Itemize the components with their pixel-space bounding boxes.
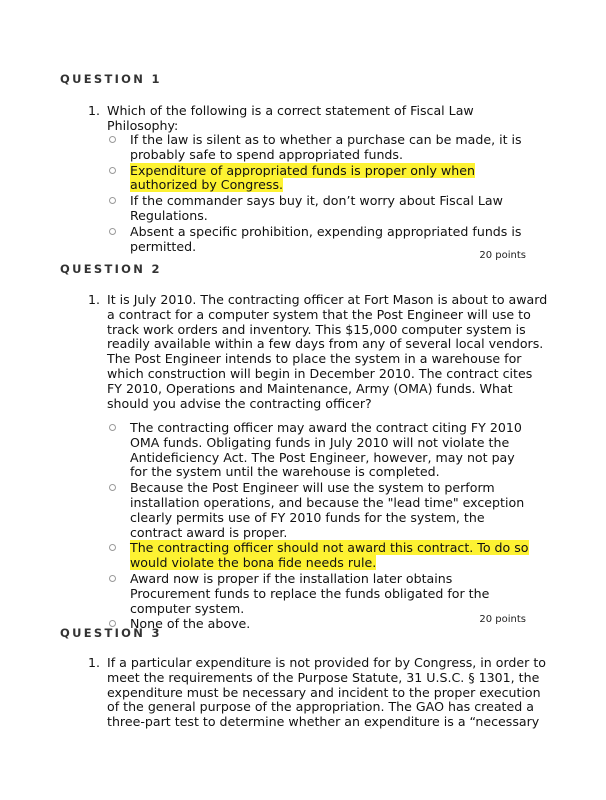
answer-option[interactable]	[106, 194, 536, 224]
question-1-heading: QUESTION 1	[60, 72, 162, 86]
question-3-heading: QUESTION 3	[60, 626, 162, 640]
question-1-body: Which of the following is a correct statement of Fiscal Law Philosophy:	[107, 103, 474, 133]
radio-button-icon[interactable]	[109, 167, 116, 174]
answer-option-text: None of the above.	[130, 616, 251, 632]
answer-option[interactable]	[106, 481, 536, 540]
question-3-body: If a particular expenditure is not provided for by Congress, in order to meet the requirements of the Purpose Statute, 31 U.S.C. § 1301, the expenditure must be necessary and incident to the proper execution of the general purpose of the appropriation. The GAO has created a three-part test to determine whether an expenditure is a “necessary	[107, 655, 546, 730]
question-number: 1.	[88, 292, 101, 307]
question-1-options	[106, 133, 536, 254]
question-2-points: 20 points	[479, 614, 526, 625]
answer-option[interactable]	[106, 541, 536, 571]
answer-option-text: If the law is silent as to whether a purchase can be made, it is probably safe to spend appropriated funds.	[130, 132, 522, 162]
answer-option[interactable]	[106, 617, 536, 632]
answer-option[interactable]	[106, 164, 536, 194]
answer-option-text: If the commander says buy it, don’t worry about Fiscal Law Regulations.	[130, 193, 503, 223]
radio-button-icon[interactable]	[109, 575, 116, 582]
radio-button-icon[interactable]	[109, 197, 116, 204]
radio-button-icon[interactable]	[109, 136, 116, 143]
answer-option-text: Award now is proper if the installation later obtains Procurement funds to replace the funds obligated for the computer system.	[130, 570, 490, 616]
question-1-text	[88, 104, 548, 134]
question-2-body: It is July 2010. The contracting officer at Fort Mason is about to award a contract for a computer system that the Post Engineer will use to track work orders and inventory. This $15,000 computer system is readily available within a few days from any of several local vendors. The Post Engineer intends to place the system in a warehouse for which construction will begin in December 2010. The contract cites FY 2010, Operations and Maintenance, Army (OMA) funds. What should you advise the contracting officer?	[107, 292, 548, 411]
highlighted-answer-text: The contracting officer should not award this contract. To do so would violate the bona fide needs rule.	[130, 540, 529, 571]
answer-option[interactable]	[106, 133, 536, 163]
question-2-options	[106, 421, 536, 632]
highlighted-answer-text: Expenditure of appropriated funds is proper only when authorized by Congress.	[130, 162, 475, 193]
radio-button-icon[interactable]	[109, 228, 116, 235]
answer-option-text: Because the Post Engineer will use the system to perform installation operations, and because the "lead time" exception clearly permits use of FY 2010 funds for the system, the contract award is proper.	[130, 480, 525, 540]
question-2-heading: QUESTION 2	[60, 262, 162, 276]
question-number: 1.	[88, 655, 101, 670]
question-3-text	[88, 656, 548, 730]
radio-button-icon[interactable]	[109, 544, 116, 551]
question-2-text	[88, 293, 548, 411]
answer-option-text: The contracting officer may award the contract citing FY 2010 OMA funds. Obligating funds in July 2010 will not violate the Antideficiency Act. The Post Engineer, however, may not pay for the system until the warehouse is completed.	[130, 420, 522, 480]
radio-button-icon[interactable]	[109, 484, 116, 491]
answer-option[interactable]	[106, 421, 536, 480]
question-1-points: 20 points	[479, 250, 526, 261]
question-number: 1.	[88, 103, 101, 118]
answer-option[interactable]	[106, 225, 536, 255]
radio-button-icon[interactable]	[109, 424, 116, 431]
answer-option[interactable]	[106, 572, 536, 616]
answer-option-text: Absent a specific prohibition, expending appropriated funds is permitted.	[130, 223, 522, 254]
